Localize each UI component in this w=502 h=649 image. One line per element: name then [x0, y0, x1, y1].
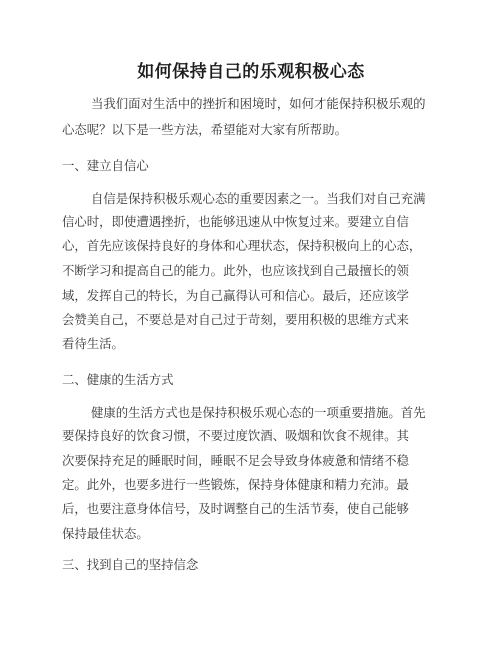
section-heading: 一、建立自信心	[62, 158, 149, 173]
section-line: 保持最佳状态。	[62, 526, 149, 541]
section-line: 后，也要注意身体信号，及时调整自己的生活节奏，使自己能够	[62, 501, 409, 516]
section-line: 自信是保持积极乐观心态的重要因素之一。当我们对自己充满	[91, 191, 426, 206]
section-line: 定。此外，也要多进行一些锻炼，保持身体健康和精力充沛。最	[62, 477, 409, 492]
intro-line: 当我们面对生活中的挫折和困境时，如何才能保持积极乐观的	[91, 96, 426, 111]
document-title: 如何保持自己的乐观积极心态	[137, 62, 365, 82]
section-line: 健康的生活方式也是保持积极乐观心态的一项重要措施。首先	[91, 405, 426, 420]
section-heading: 二、健康的生活方式	[62, 372, 174, 387]
section-heading: 三、找到自己的坚持信念	[62, 557, 199, 572]
section-line: 要保持良好的饮食习惯，不要过度饮酒、吸烟和饮食不规律。其	[62, 428, 409, 443]
section-line: 次要保持充足的睡眠时间，睡眠不足会导致身体疲惫和情绪不稳	[62, 453, 409, 468]
section-line: 看待生活。	[62, 336, 124, 351]
section-line: 会赞美自己，不要总是对自己过于苛刻，要用积极的思维方式来	[62, 312, 409, 327]
intro-line: 心态呢？以下是一些方法，希望能对大家有所帮助。	[62, 122, 347, 137]
section-line: 信心时，即使遭遇挫折，也能够迅速从中恢复过来。要建立自信	[62, 214, 409, 229]
section-line: 心，首先应该保持良好的身体和心理状态，保持积极向上的心态，	[62, 238, 422, 253]
section-line: 域，发挥自己的特长，为自己赢得认可和信心。最后，还应该学	[62, 288, 409, 303]
section-line: 不断学习和提高自己的能力。此外，也应该找到自己最擅长的领	[62, 263, 409, 278]
